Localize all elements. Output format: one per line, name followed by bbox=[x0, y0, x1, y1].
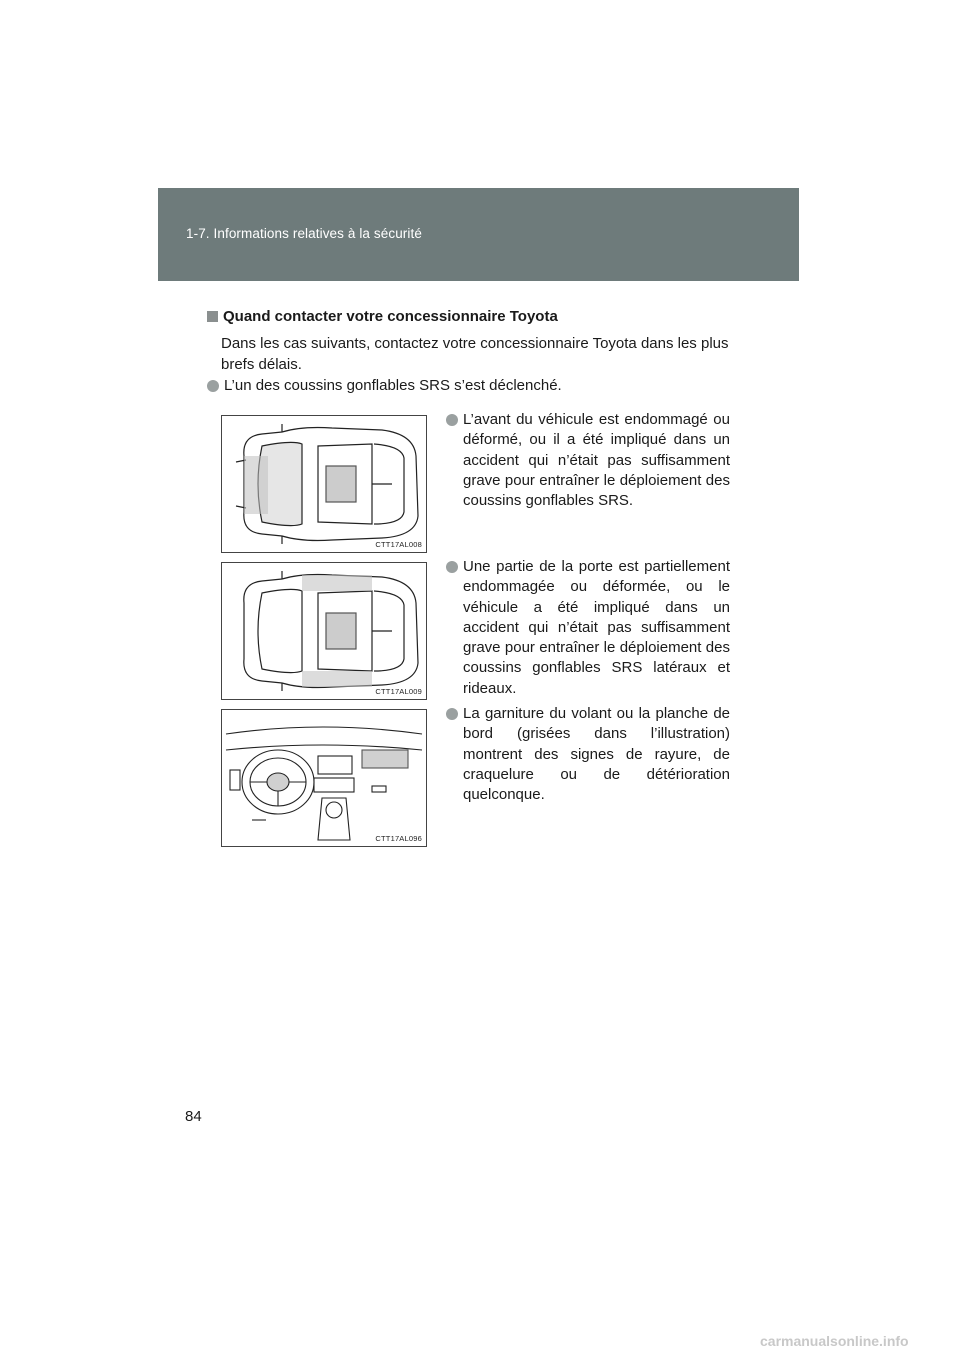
round-bullet-icon bbox=[207, 380, 219, 392]
watermark: carmanualsonline.info bbox=[760, 1333, 909, 1349]
figure-code: CTT17AL009 bbox=[375, 687, 422, 696]
section-heading-text: Quand contacter votre concessionnaire Toyota bbox=[223, 308, 558, 325]
bullet-text: L’avant du véhicule est endommagé ou déformé, ou il a été impliqué dans un accident qui n’était pas suffisamment grave pour entraîner le déploiement des coussins gonflables SRS. bbox=[463, 411, 730, 510]
section-intro: Dans les cas suivants, contactez votre concessionnaire Toyota dans les plus brefs délais. bbox=[221, 335, 729, 373]
bullet-text: L’un des coussins gonflables SRS s’est déclenché. bbox=[224, 377, 562, 394]
figure-dashboard bbox=[221, 709, 427, 847]
bullet-item bbox=[446, 557, 730, 699]
car-top-view-icon bbox=[222, 416, 426, 552]
section-heading bbox=[207, 308, 767, 325]
chapter-header-band bbox=[158, 188, 799, 281]
round-bullet-icon bbox=[446, 708, 458, 720]
figure-car-front-damage bbox=[221, 415, 427, 553]
square-bullet-icon bbox=[207, 311, 218, 322]
bullet-item bbox=[207, 376, 767, 396]
bullet-item bbox=[446, 704, 730, 805]
dashboard-steering-wheel-icon bbox=[222, 710, 426, 846]
figure-code: CTT17AL096 bbox=[375, 834, 422, 843]
chapter-section-title: 1-7. Informations relatives à la sécurité bbox=[186, 226, 422, 241]
car-top-view-icon bbox=[222, 563, 426, 699]
figure-code: CTT17AL008 bbox=[375, 540, 422, 549]
round-bullet-icon bbox=[446, 414, 458, 426]
bullet-item bbox=[446, 410, 730, 511]
figure-car-side-damage bbox=[221, 562, 427, 700]
bullet-text: La garniture du volant ou la planche de bord (grisées dans l’illustration) montrent des signes de rayure, de craquelure ou de détérioration quelconque. bbox=[463, 705, 730, 804]
round-bullet-icon bbox=[446, 561, 458, 573]
page-number: 84 bbox=[185, 1108, 202, 1125]
bullet-text: Une partie de la porte est partiellement endommagée ou déformée, ou le véhicule a été impliqué dans un accident qui n’était pas suffisamment grave pour entraîner le déploiement des coussins gonflables SRS latéraux et rideaux. bbox=[463, 558, 730, 697]
